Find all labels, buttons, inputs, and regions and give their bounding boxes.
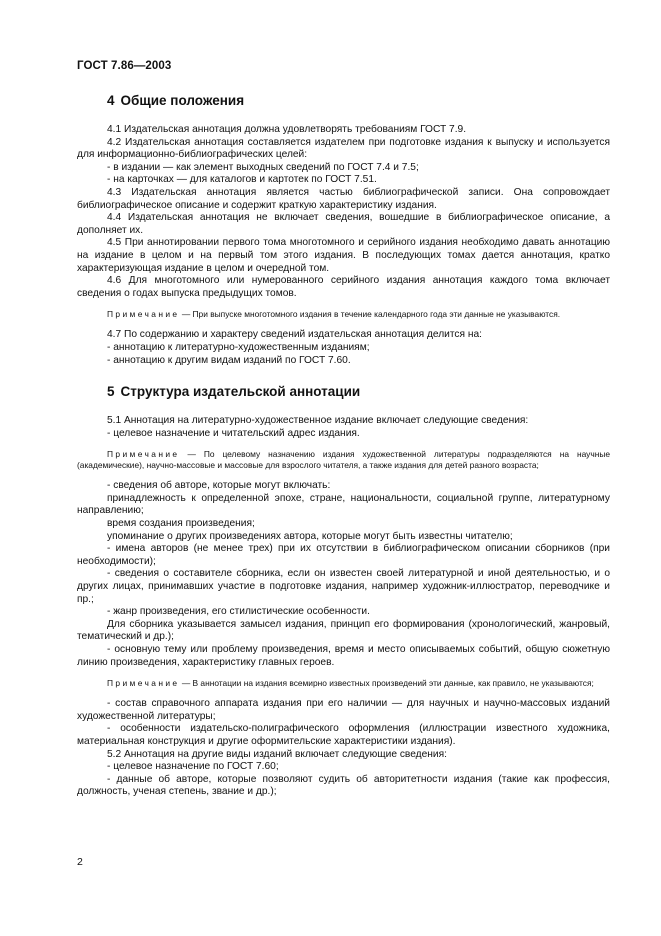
document-code-header: ГОСТ 7.86—2003 — [77, 60, 172, 72]
paragraph-5-1-f: Для сборника указывается замысел издания, принцип его формирования (хронологический, жанровый, тематический и др.); — [77, 618, 610, 643]
list-item-4-2-b: - на карточках — для каталогов и картотек по ГОСТ 7.51. — [107, 174, 377, 186]
section-4-heading — [77, 92, 610, 110]
section-5-title: Структура издательской аннотации — [120, 384, 361, 400]
paragraph-5-2: 5.2 Аннотация на другие виды изданий включает следующие сведения: — [107, 748, 447, 760]
note-1-text: — При выпуске многотомного издания в течение календарного года эти данные не указываются. — [181, 309, 561, 320]
list-item-5-1-b3: упоминание о других произведениях автора, которые могут быть известны читателю; — [107, 530, 513, 542]
paragraph-4-1: 4.1 Издательская аннотация должна удовлетворять требованиям ГОСТ 7.9. — [107, 124, 467, 135]
note-1 — [77, 309, 610, 320]
list-item-4-7-a: - аннотацию к литературно-художественным изданиям; — [107, 341, 370, 353]
list-item-5-1-g: - основную тему или проблему произведения, время и место описываемых событий, общую сюжетную линию произведения, характеристику главных героев. — [77, 644, 610, 668]
paragraph-4-4: 4.4 Издательская аннотация не включает сведения, вошедшие в библиографическое описание, а дополняет их. — [77, 212, 610, 236]
page-number: 2 — [77, 856, 83, 868]
section-5-heading — [77, 383, 610, 401]
list-item-5-1-i: - особенности издательско-полиграфического оформления (иллюстрации известного художника, материальная конструкция и другие оформительские характеристики издания). — [77, 723, 610, 747]
list-item-5-1-e: - жанр произведения, его стилистические особенности. — [107, 606, 370, 618]
list-item-5-2-b: - данные об авторе, которые позволяют судить об авторитетности издания (такие как профессия, должность, ученая степень, звание и др.); — [77, 773, 610, 798]
note-2-label: Примечание — [107, 449, 180, 460]
list-item-5-1-d: - сведения о составителе сборника, если он известен своей литературной и иной деятельностью, и о других лицах, принимавших участие в подготовке издания, например художник-иллюстратор, переводчике и пр.; — [77, 568, 610, 605]
note-3-text: — В аннотации на издания всемирно известных произведений эти данные, как правило, не указываются; — [181, 678, 594, 689]
paragraph-5-1: 5.1 Аннотация на литературно-художественное издание включает следующие сведения: — [107, 415, 529, 427]
section-5-number: 5 — [107, 384, 115, 400]
list-item-5-2-a: - целевое назначение по ГОСТ 7.60; — [107, 761, 279, 773]
note-2 — [77, 449, 610, 471]
list-item-5-1-a: - целевое назначение и читательский адрес издания. — [107, 427, 360, 439]
list-item-5-1-b1: принадлежность к определенной эпохе, стране, национальности, социальной группе, литературному направлению; — [77, 492, 610, 517]
note-3 — [77, 678, 610, 689]
paragraph-4-6: 4.6 Для многотомного или нумерованного серийного издания аннотация каждого тома включает сведения о годах выпуска предыдущих томов. — [77, 275, 610, 299]
paragraph-4-2: 4.2 Издательская аннотация составляется издателем при подготовке издания к выпуску и используется для информационно-библиографических целей: — [77, 136, 610, 161]
paragraph-4-5: 4.5 При аннотировании первого тома многотомного и серийного издания необходимо давать аннотацию на издание в целом и на первый том этого издания. В последующих томах дается аннотация, кратко характеризующая издание в целом и очередной том. — [77, 237, 610, 274]
section-4-title: Общие положения — [120, 93, 245, 108]
note-3-label: Примечание — [107, 678, 180, 689]
list-item-5-1-b: - сведения об авторе, которые могут включать: — [107, 480, 331, 492]
paragraph-4-3: 4.3 Издательская аннотация является частью библиографической записи. Она сопровождает библиографическое описание и содержит краткую характеристику издания. — [77, 186, 610, 211]
note-2-text: — По целевому назначению издания художественной литературы подразделяются на научные (академические), научно-массовые и массовые для взрослого читателя, а также издания для детей разного возраста; — [77, 449, 610, 471]
list-item-4-7-b: - аннотацию к другим видам изданий по ГОСТ 7.60. — [107, 354, 351, 366]
note-1-label: Примечание — [107, 309, 180, 320]
list-item-5-1-c: - имена авторов (не менее трех) при их отсутствии в библиографическом описании сборников (при необходимости); — [77, 543, 610, 567]
list-item-4-2-a: - в издании — как элемент выходных сведений по ГОСТ 7.4 и 7.5; — [107, 161, 419, 173]
section-4-number: 4 — [107, 93, 115, 108]
paragraph-4-7: 4.7 По содержанию и характеру сведений издательская аннотация делится на: — [107, 329, 482, 341]
page-content — [77, 92, 610, 799]
list-item-5-1-b2: время создания произведения; — [107, 518, 255, 530]
list-item-5-1-h: - состав справочного аппарата издания при его наличии — для научных и научно-массовых изданий художественной литературы; — [77, 698, 610, 722]
